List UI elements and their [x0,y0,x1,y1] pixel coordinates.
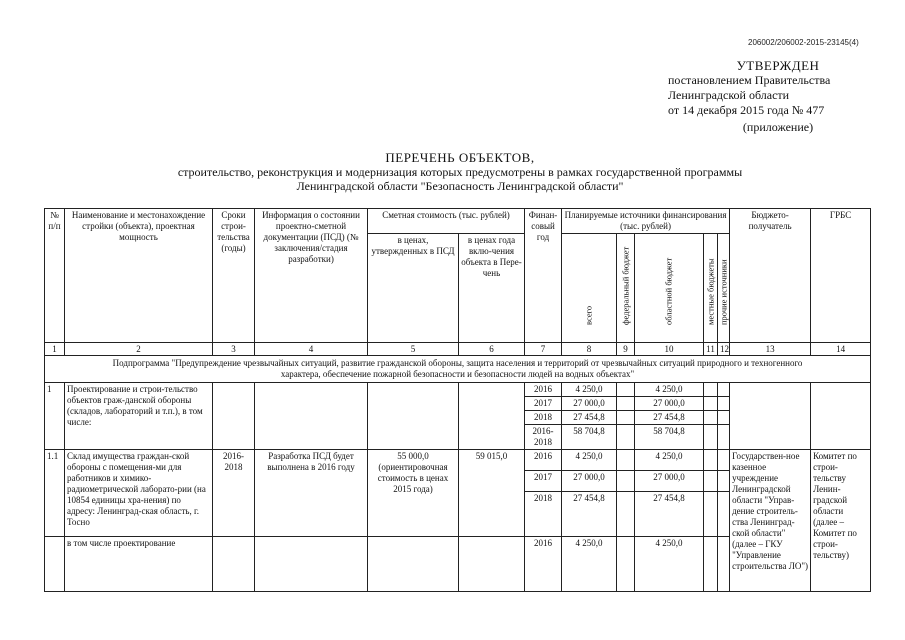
approval-title: УТВЕРЖДЕН [736,58,820,73]
row11-name: Склад имущества граждан-ской обороны с помещения-ми для работников и химико-радиометрической лаборато-рии (на 10854 единицы хра-нения) по адресу: Ленинград-ская область, г. Тосно [65,450,213,537]
row1-regional: 27 000,0 [635,397,704,411]
header-num: № п/п [45,209,65,343]
col-number: 13 [730,343,811,356]
row11-year: 2017 [525,471,562,492]
row11-recipient: Государствен-ное казенное учреждение Ленинградской области "Управ-дение строитель-ства Ленинград-ской области" (далее – ГКУ "Управление строительства ЛО") [730,450,811,592]
col-number: 3 [213,343,255,356]
row11-terms: 2016-2018 [213,450,255,537]
header-grbs: ГРБС [811,209,871,343]
approval-line: постановлением Правительства [668,73,831,87]
document-code: 206002/206002-2015-23145(4) [748,38,859,47]
header-regional: областной бюджет [635,234,704,343]
row11-regional: 4 250,0 [635,450,704,471]
row1-total: 58 704,8 [562,425,617,450]
col-number: 12 [718,343,730,356]
design-year: 2016 [525,537,562,592]
row1-year: 2017 [525,397,562,411]
col-number: 5 [368,343,459,356]
header-total: всего [562,234,617,343]
document-heading [100,151,820,193]
col-number: 11 [704,343,718,356]
header-cost-psd: в ценах, утвержденных в ПСД [368,234,459,343]
row11-grbs: Комитет по строи-тельству Ленин-градской области (далее – Комитет по строи-тельству) [811,450,871,592]
row11-total: 27 000,0 [562,471,617,492]
col-number: 4 [255,343,368,356]
objects-table [44,208,871,592]
col-number: 2 [65,343,213,356]
header-terms: Сроки строи-тельства (годы) [213,209,255,343]
header-recipient: Бюджето-получатель [730,209,811,343]
row11-year: 2016 [525,450,562,471]
row11-regional: 27 000,0 [635,471,704,492]
col-number: 14 [811,343,871,356]
row1-regional: 58 704,8 [635,425,704,450]
row1-total: 4 250,0 [562,383,617,397]
row11-year: 2018 [525,492,562,537]
header-cost: Сметная стоимость (тыс. рублей) [368,209,525,234]
row11-total: 4 250,0 [562,450,617,471]
row1-num: 1 [45,383,65,450]
header-sources: Планируемые источники финансирования (тыс. рублей) [562,209,730,234]
row1-name: Проектирование и строи-тельство объектов граж-данской обороны (складов, лабораторий и т.п.), в том числе: [65,383,213,450]
header-federal: федеральный бюджет [617,234,635,343]
header-fin-year: Финан-совый год [525,209,562,343]
approval-annex: (приложение) [742,120,814,134]
row1-total: 27 000,0 [562,397,617,411]
col-number: 10 [635,343,704,356]
design-name: в том числе проектирование [65,537,213,592]
design-regional: 4 250,0 [635,537,704,592]
header-local: местные бюджеты [704,234,718,343]
header-name: Наименование и местонахождение стройки (объекта), проектная мощность [65,209,213,343]
heading-line: строительство, реконструкция и модернизация которых предусмотрены в рамках государственной программы [177,165,743,179]
row11-psd: Разработка ПСД будет выполнена в 2016 году [255,450,368,537]
header-other: прочие источники [718,234,730,343]
col-number: 6 [459,343,525,356]
approval-stamp [668,58,868,135]
design-total: 4 250,0 [562,537,617,592]
header-cost-year: в ценах года вклю-чения объекта в Пере-чень [459,234,525,343]
row1-year: 2016-2018 [525,425,562,450]
row1-year: 2016 [525,383,562,397]
row1-regional: 4 250,0 [635,383,704,397]
row11-num: 1.1 [45,450,65,537]
row11-cost-year: 59 015,0 [459,450,525,537]
heading-title: ПЕРЕЧЕНЬ ОБЪЕКТОВ, [385,150,535,165]
subprogram-title: Подпрограмма "Предупреждение чрезвычайных ситуаций, развитие гражданской обороны, защита населения и территорий от чрезвычайных ситуаций природного и техногенного характера, обеспечение пожарной безопасности и безопасности людей на водных объектах" [45,356,871,383]
approval-line: Ленинградской области [668,88,790,102]
row11-cost-psd: 55 000,0 (ориентировочная стоимость в ценах 2015 года) [368,450,459,537]
row1-regional: 27 454,8 [635,411,704,425]
row1-total: 27 454,8 [562,411,617,425]
approval-line: от 14 декабря 2015 года № 477 [668,103,825,117]
col-number: 9 [617,343,635,356]
row1-year: 2018 [525,411,562,425]
row11-total: 27 454,8 [562,492,617,537]
row11-regional: 27 454,8 [635,492,704,537]
col-number: 1 [45,343,65,356]
heading-line: Ленинградской области "Безопасность Ленинградской области" [296,179,624,193]
header-psd: Информация о состоянии проектно-сметной документации (ПСД) (№ заключения/стадия разработки) [255,209,368,343]
column-numbers-row [45,343,871,356]
col-number: 8 [562,343,617,356]
col-number: 7 [525,343,562,356]
